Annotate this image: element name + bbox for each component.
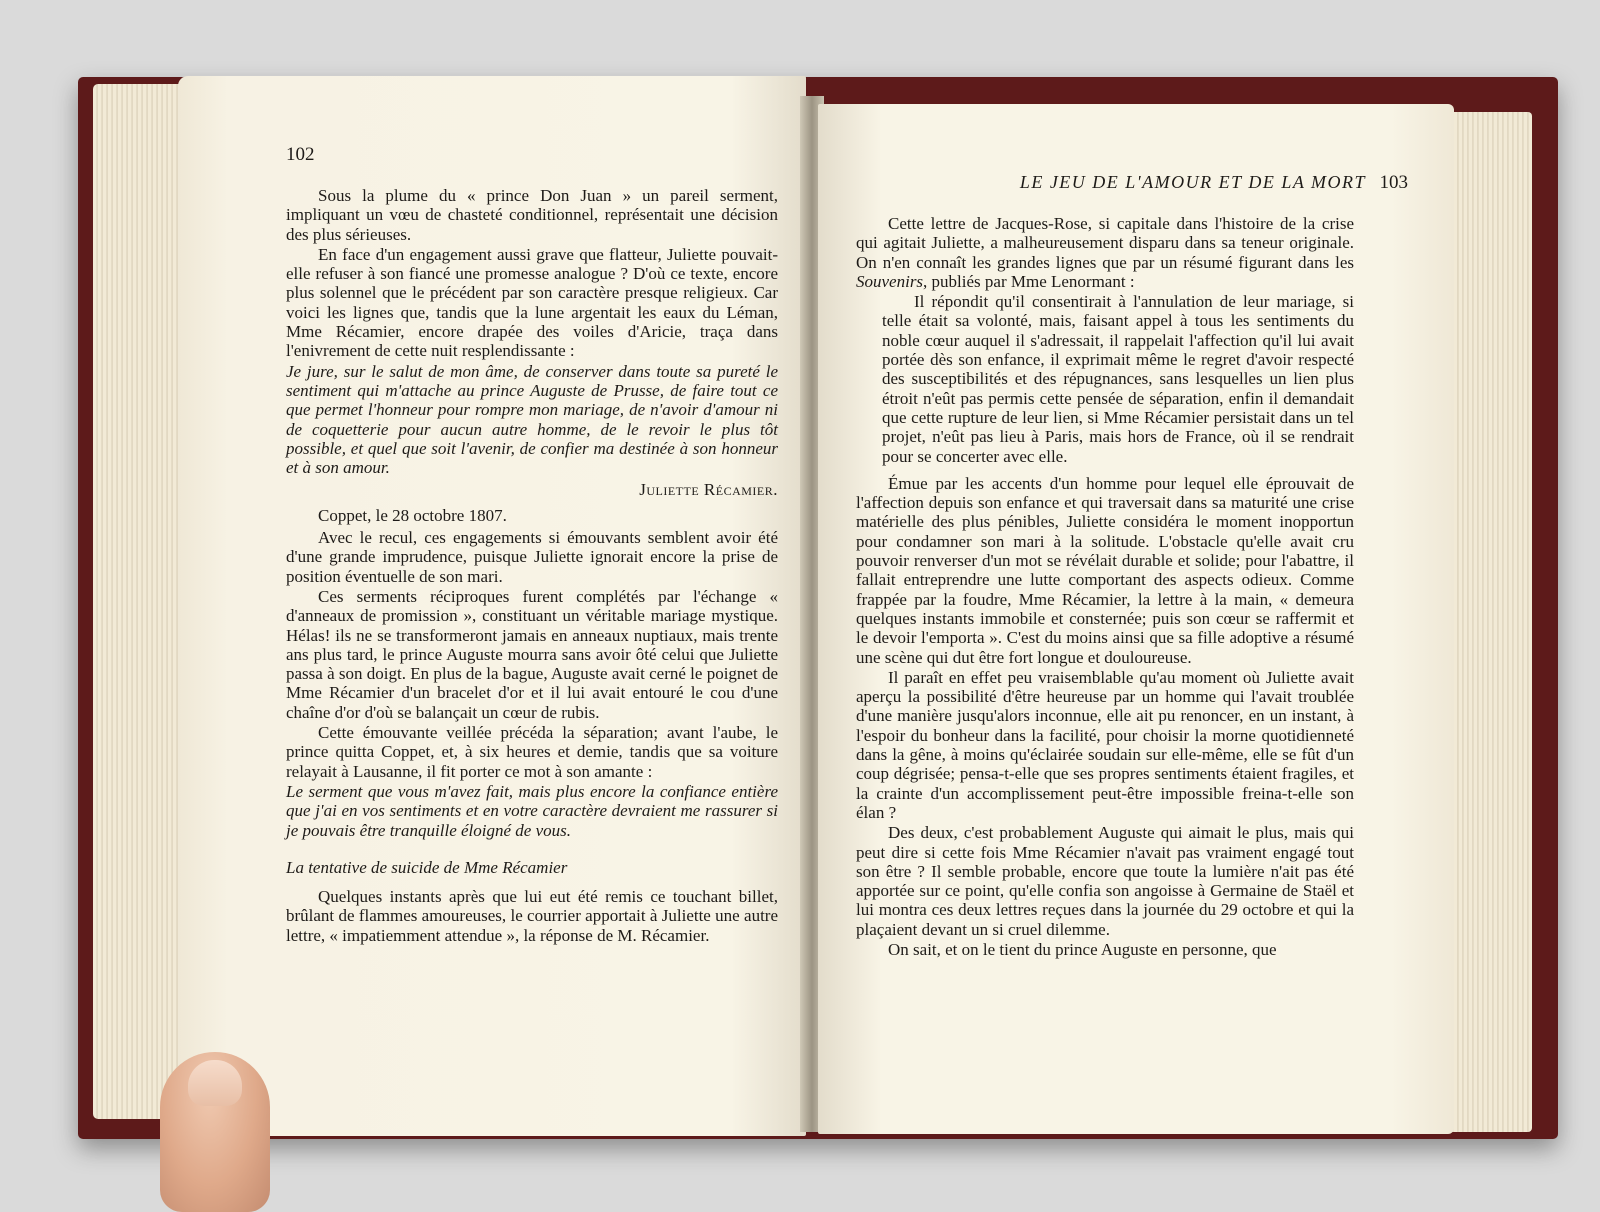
right-page-text	[856, 214, 1354, 959]
section-subheading: La tentative de suicide de Mme Récamier	[286, 857, 568, 877]
paragraph: Quelques instants après que lui eut été remis ce touchant billet, brûlant de flammes amoureuses, le courrier apportait à Juliette une autre lettre, « impatiemment attendue », la réponse de M. Récamier.	[286, 887, 778, 945]
signature: Juliette Récamier.	[639, 480, 778, 500]
dateline: Coppet, le 28 octobre 1807.	[318, 505, 507, 525]
paragraph: Ces serments réciproques furent complétés par l'échange « d'anneaux de promission », constituant un véritable mariage mystique. Hélas! ils ne se transformeront jamais en anneaux nuptiaux, mais trente ans plus tard, le prince Auguste mourra sans avoir ôté celui que Juliette passa à son doigt. En plus de la bague, Auguste avait cerné le poignet de Mme Récamier d'un bracelet d'or et il lui avait entouré le cou d'une chaîne d'or d'où se balançait un cœur de rubis.	[286, 586, 778, 722]
right-page	[818, 104, 1454, 1134]
page-number-left: 102	[286, 144, 315, 165]
oath-quote: Je jure, sur le salut de mon âme, de conserver dans toute sa pureté le sentiment qui m'attache au prince Auguste de Prusse, de faire tout ce que permet l'honneur pour rompre mon mariage, de n'avoir d'amour ni de coquetterie pour aucun autre homme, de le revoir le plus tôt possible, et quel que soit l'avenir, de confier ma destinée à son honneur et à son amour.	[286, 361, 778, 478]
paragraph: On sait, et on le tient du prince Auguste en personne, que	[888, 939, 1277, 959]
paragraph: En face d'un engagement aussi grave que flatteur, Juliette pouvait-elle refuser à son fiancé une promesse analogue ? D'où ce texte, encore plus solennel que le précédent par son caractère presque religieux. Car voici les lignes que, tandis que la lune argentait les eaux du Léman, Mme Récamier, encore drapée des voiles d'Aricie, traça dans l'enivrement de cette nuit resplendissante :	[286, 244, 778, 361]
paragraph: Il paraît en effet peu vraisemblable qu'au moment où Juliette avait aperçu la possibilité d'être heureuse par un homme qui l'avait troublée d'une manière jusqu'alors inconnue, elle ait pu renoncer, en un instant, à l'espoir du bonheur dans la facilité, pour choisir la morne quotidienneté dans la gêne, à moins qu'éclairée soudain sur elle-même, elle se fût d'un coup dégrisée; pensa-t-elle que ses propres sentiments étaient fragiles, et la crainte d'un accomplissement peut-être impossible freina-t-elle son élan ?	[856, 667, 1354, 822]
paragraph: Émue par les accents d'un homme pour lequel elle éprouvait de l'affection depuis son enfance et qui traversait dans sa maturité une crise matérielle des plus pénibles, Juliette considéra le moment inopportun pour condamner son mari à la solitude. L'obstacle qu'elle avait cru pouvoir renverser d'un mot se révélait durable et solide; pour l'abattre, il fallait entreprendre une lutte comportant des aspects odieux. Comme frappée par la foudre, Mme Récamier, la lettre à la main, « demeura quelques instants immobile et consternée; puis son cœur se raffermit et le devoir l'emporta ». C'est du moins ainsi que sa fille adoptive a résumé une scène qui dut être fort longue et douloureuse.	[856, 473, 1354, 667]
paragraph-text: , publiés par Mme Lenormant :	[923, 271, 1135, 291]
paragraph-text: Cette lettre de Jacques-Rose, si capitale dans l'histoire de la crise qui agitait Juliette, a malheureusement disparu dans sa teneur originale. On n'en connaît les grandes lignes que par un résumé figurant dans les	[856, 214, 1354, 272]
right-page-edges	[1448, 112, 1532, 1132]
paragraph: Cette émouvante veillée précéda la séparation; avant l'aube, le prince quitta Coppet, et, à six heures et demie, tandis que sa voiture relayait à Lausanne, il fit porter ce mot à son amante :	[286, 723, 778, 781]
letter-quote: Le serment que vous m'avez fait, mais plus encore la confiance entière que j'ai en vos sentiments et en votre caractère devraient me rassurer si je pouvais être tranquille éloigné de vous.	[286, 781, 778, 840]
book-title: Souvenirs	[856, 271, 924, 291]
left-page	[178, 76, 806, 1136]
paragraph: Sous la plume du « prince Don Juan » un pareil serment, impliquant un vœu de chasteté conditionnel, représentait une décision des plus sérieuses.	[286, 186, 778, 244]
paragraph: Avec le recul, ces engagements si émouvants semblent avoir été d'une grande imprudence, puisque Juliette ignorait encore la prise de position éventuelle de son mari.	[286, 528, 778, 586]
left-page-edges	[93, 84, 183, 1119]
running-head: LE JEU DE L'AMOUR ET DE LA MORT	[1019, 172, 1366, 192]
page-number-right: 103	[1379, 172, 1408, 193]
paragraph: Des deux, c'est probablement Auguste qui aimait le plus, mais qui peut dire si cette fois Mme Récamier n'avait pas vraiment engagé tout son être ? Il semble probable, encore que toute la lumière n'ait pas été apportée sur ce point, qu'elle confia son angoisse à Germaine de Staël et lui montra ces deux lettres reçues dans la journée du 29 octobre et qui la plaçaient devant un si cruel dilemme.	[856, 823, 1354, 939]
thumbnail-nail	[188, 1060, 242, 1106]
left-page-text	[286, 186, 778, 945]
paragraph	[856, 214, 1354, 291]
summary-quote: Il répondit qu'il consentirait à l'annulation de leur mariage, si telle était sa volonté, mais, faisant appel à tous les sentiments du noble cœur auquel il s'adressait, il rappelait l'affection qu'il lui avait portée dès son enfance, il exprimait même le regret d'avoir respecté des susceptibilités et des répugnances, sans lesquelles un lien plus étroit n'eût pas permis cette pensée de séparation, enfin il demandait que cette rupture de leur lien, si Mme Récamier persistait dans un tel projet, n'eût pas lieu à Paris, mais hors de France, où il se rendrait pour se concerter avec elle.	[882, 292, 1354, 466]
